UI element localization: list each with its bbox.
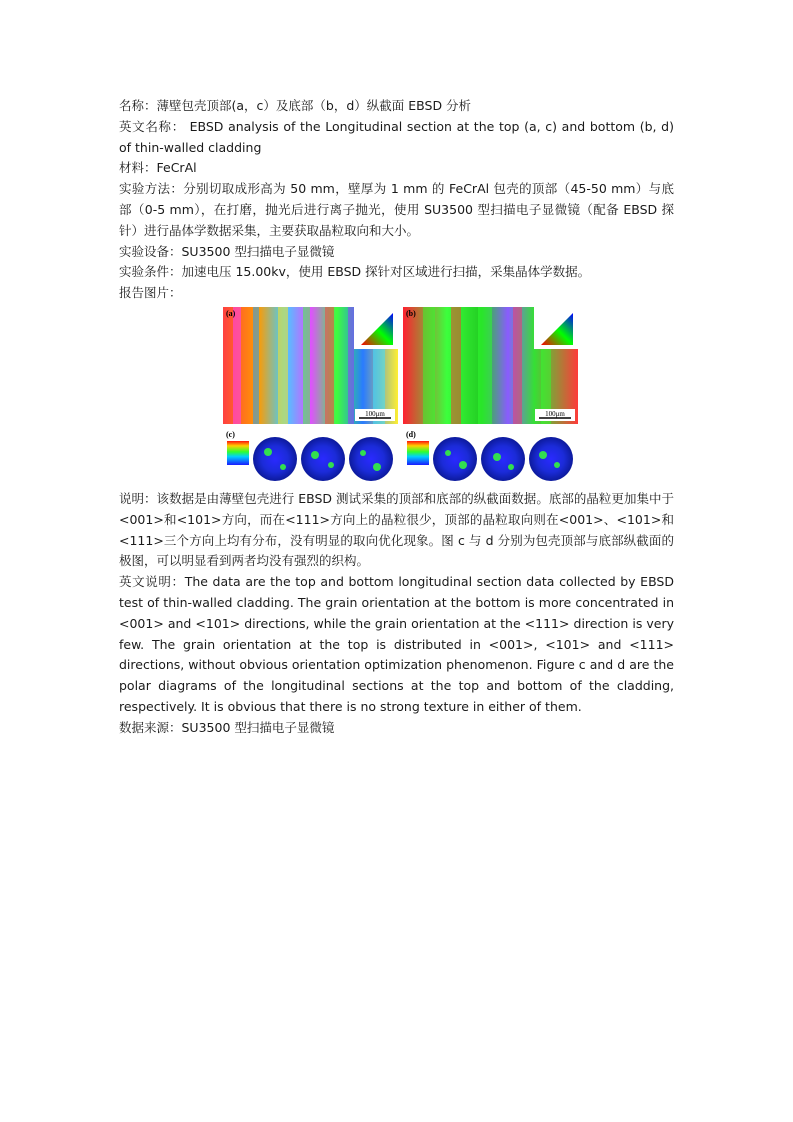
scale-label-bottom: 100μm <box>545 409 565 418</box>
material-line: 材料：FeCrAl <box>119 160 197 176</box>
panel-c-label: (c) <box>226 429 235 439</box>
description-line: 说明：该数据是由薄壁包壳进行 EBSD 测试采集的顶部和底部的纵截面数据。底部的晶粒更加集中于<001>和<101>方向，而在<111>方向上的晶粒很少，顶部的晶粒取向则在<001>、<101>和<111>三个方向上均有分布，没有明显的取向优化现象。图 c 与 d 分别为包壳顶部与底部纵截面的极图，可以明显看到两者均没有强烈的织构。 <box>119 490 674 569</box>
pole-figure-bottom-001 <box>433 437 477 481</box>
conditions-line: 实验条件：加速电压 15.00kv，使用 EBSD 探针对区域进行扫描，采集晶体学数据。 <box>119 264 591 280</box>
panel-a-label: (a) <box>226 308 236 318</box>
method-line: 实验方法：分别切取成形高为 50 mm，壁厚为 1 mm 的 FeCrAl 包壳的顶部（45-50 mm）与底部（0-5 mm），在打磨，抛光后进行离子抛光，使用 SU3500 型扫描电子显微镜（配备 EBSD 探针）进行晶体学数据采集，主要获取晶粒取向和大小。 <box>119 181 674 238</box>
panel-d-label: (d) <box>406 429 416 439</box>
pole-figure-top-111 <box>349 437 393 481</box>
equipment-line: 实验设备：SU3500 型扫描电子显微镜 <box>119 243 335 259</box>
pole-figure-legend-top <box>227 441 249 465</box>
pole-figure-legend-bottom <box>407 441 429 465</box>
english-name-line: 英文名称： EBSD analysis of the Longitudinal section at the top (a, c) and bottom (b, d) of thin-walled cladding <box>119 118 674 155</box>
pole-figure-bottom-101 <box>481 437 525 481</box>
document-body <box>119 96 674 739</box>
name-line: 名称：薄壁包壳顶部(a，c）及底部（b，d）纵截面 EBSD 分析 <box>119 98 472 113</box>
source-line: 数据来源：SU3500 型扫描电子显微镜 <box>119 719 335 735</box>
scale-label-top: 100μm <box>365 409 385 418</box>
figure-label: 报告图片： <box>119 285 182 301</box>
ebsd-figure <box>223 307 578 487</box>
pole-figure-top-101 <box>301 437 345 481</box>
pole-figure-top-001 <box>253 437 297 481</box>
pole-figure-bottom-111 <box>529 437 573 481</box>
ebsd-figure-graphic <box>223 307 578 487</box>
english-description-line: 英文说明：The data are the top and bottom longitudinal section data collected by EBSD test of thin-walled cladding. The grain orientation at the bottom is more concentrated in <001> and <101> directions, while the grain orientation at the <111> direction is very few. The grain orientation at the top is distributed in <001>, <101> and <111> directions, without obvious orientation optimization phenomenon. Figure c and d are the polar diagrams of the longitudinal sections at the top and bottom of the cladding, respectively. It is obvious that there is no strong texture in either of them. <box>119 574 674 714</box>
panel-b-label: (b) <box>406 308 416 318</box>
